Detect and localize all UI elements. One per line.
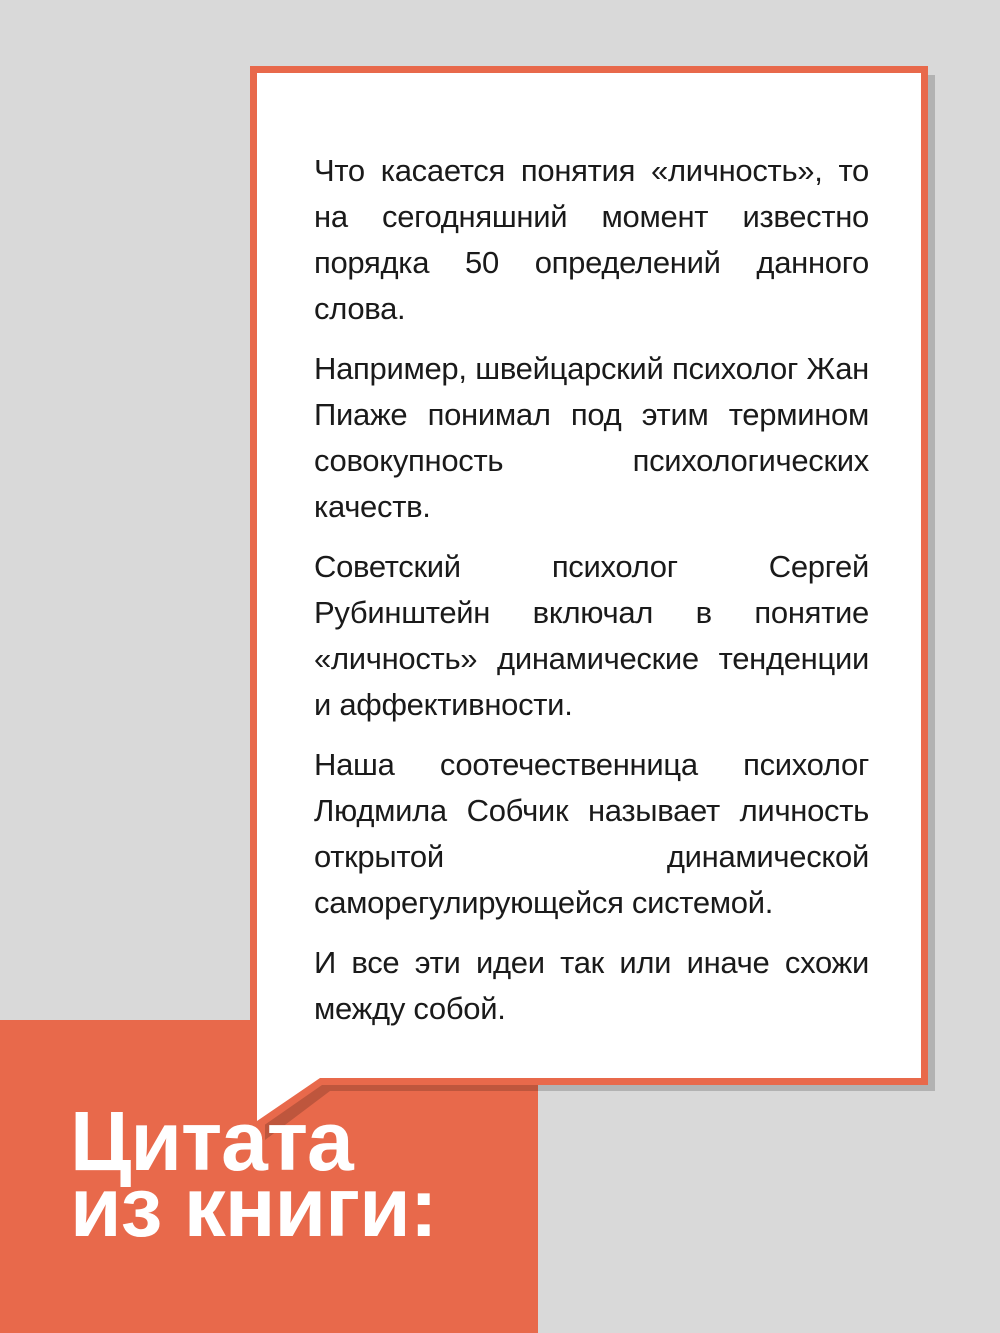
- quote-text: [314, 148, 869, 1046]
- quote-paragraph: Например, швейцарский психолог Жан Пиаже понимал под этим термином совокупность психологических качеств.: [314, 351, 869, 524]
- caption-title: [70, 1094, 437, 1254]
- caption-line: Цитата: [70, 1094, 353, 1188]
- quote-paragraph: Советский психолог Сергей Рубинштейн включал в понятие «личность» динамические тенденции и аффективности.: [314, 549, 869, 722]
- caption-line: из книги:: [70, 1160, 437, 1254]
- quote-paragraph: Что касается понятия «личность», то на сегодняшний момент известно порядка 50 определений данного слова.: [314, 153, 869, 326]
- quote-paragraph: И все эти идеи так или иначе схожи между собой.: [314, 945, 869, 1026]
- quote-paragraph: Наша соотечественница психолог Людмила Собчик называет личность открытой динамической саморегулирующейся системой.: [314, 747, 869, 920]
